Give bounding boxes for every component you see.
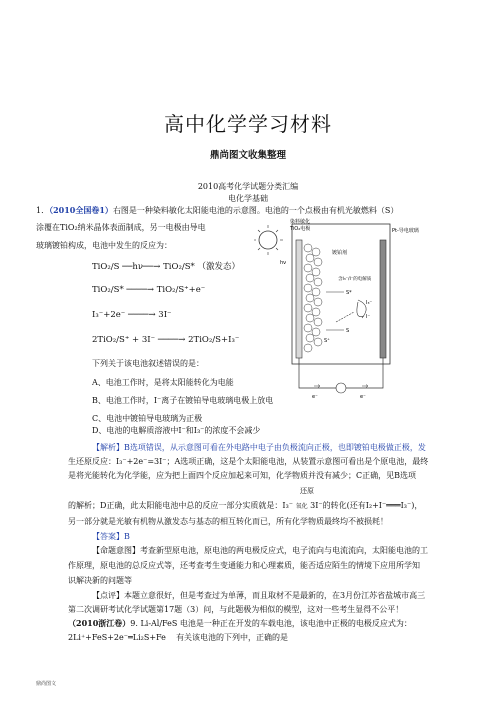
analysis-line-1: [92, 442, 426, 453]
option-c: C、电池中镀铂导电玻璃为正极: [92, 414, 203, 423]
sun-icon: [254, 225, 283, 255]
analysis-line-4: [68, 500, 422, 512]
comment-line-2: 第二次调研考试化学试题第17题（3）问，与此题极为相似的模型，这对一些考生显得不公平！: [68, 605, 404, 614]
tio2-electrode: [296, 240, 302, 358]
analysis-line-2: 生还原反应：I₃⁻+2e⁻=3I⁻；A选项正确，这是个太阳能电池，从装置示意图可看出是个原电池，最终: [68, 457, 429, 466]
question-prompt: 下列关于该电池叙述错误的是：: [92, 359, 204, 368]
reaction-equation-1: TiO₂/S ──hν──→ TiO₂/S* （激发态）: [92, 262, 240, 272]
question-9-equation: 2Li⁺+FeS+2e⁻═Li₂S+Fe: [68, 633, 166, 642]
solar-cell-diagram: [254, 218, 466, 408]
page-title: 高中化学学习材料: [164, 112, 332, 136]
option-a: A、电池工作时，是将太阳能转化为电能: [92, 378, 234, 387]
analysis-line-4b: 3I⁻的转化(还有I₂+I⁻═══I₃⁻)，: [310, 501, 423, 510]
hv-label: hν: [280, 260, 286, 266]
question-9-source-tag: （2010浙江卷）: [68, 618, 131, 628]
pt-glass-electrode: [380, 240, 386, 358]
analysis-line-3: 是将光能转化为化学能，应为把上面四个反应加起来可知，化学物质并没有减少；C正确，见B选项: [68, 471, 416, 480]
electron-label-left: e⁻: [312, 394, 318, 400]
question-1-line-1: [36, 205, 398, 216]
question-9-line-2: [68, 632, 288, 643]
question-9-text: 9. Li-Al/FeS 电池是一种正在开发的车载电池，该电池中正极的电极反应式为：: [130, 619, 412, 628]
option-b: B、电池工作时，I⁻离子在镀铂导电玻璃电极上放电: [92, 396, 274, 405]
question-number: 1．: [36, 206, 50, 215]
tio2-nanocrystals: [304, 244, 322, 352]
page-subtitle: 鼎尚图文收集整理: [209, 150, 286, 161]
comment-line-1: 【点评】本题立意很好，但是考查过为单薄，而且取材不是最新的，在3月份江苏省盐城市高三: [92, 591, 426, 600]
question-text: 右图是一种染料敏化太阳能电池的示意图。电池的一个点极由有机光敏燃料（S）: [112, 206, 399, 215]
question-1-line-2: 涂覆在TiO₂纳米晶体表面制成，另一电极由导电: [36, 223, 206, 232]
question-9-line-1: [68, 618, 412, 629]
left-electrode-label-2: TiO₂电极: [290, 226, 311, 232]
reaction-equation-3: I₃⁻+2e⁻ ────→ 3I⁻: [92, 310, 172, 320]
s-ground-label: S: [346, 328, 350, 334]
question-1-line-3: 玻璃镀铂构成，电池中发生的反应为：: [36, 241, 172, 250]
section-heading: 2010高考化学试题分类汇编: [197, 182, 299, 191]
reduction-label: 还原: [300, 487, 314, 495]
question-source-tag: （2010全国卷1）: [49, 205, 113, 215]
intent-line-3: 识解决新的问题等: [68, 576, 132, 585]
page-footer: 鼎尚图文: [36, 681, 57, 687]
s-plus-label: S⁺: [324, 338, 330, 344]
right-electrode-label: Pt-导电玻璃: [392, 228, 419, 234]
i-label: I⁻: [366, 314, 371, 320]
answer-line: 【答案】B: [92, 532, 130, 541]
analysis-line-4a: 的解析；D正确，此太阳能电池中总的反应一部分实质就是：I₃⁻: [68, 501, 294, 510]
analysis-text: 【解析】B选项错误，从示意图可看在外电路中电子由负极流向正极，也即镀铂电极做正极，发: [92, 443, 426, 452]
electron-label-right: e⁻: [360, 394, 366, 400]
question-9-tail: 有关该电池的下列中，正确的是: [176, 633, 289, 642]
electrolyte-label: 含I₃⁻/I⁻的电解质: [338, 277, 372, 282]
dye-label: 镀铂剂: [332, 250, 348, 256]
analysis-line-5: 另一部分就是光敏有机物从激发态与基态的相互转化而已，所有化学物质最终均不被损耗！: [68, 517, 388, 526]
intent-line-1: 【命题意图】考查新型原电池，原电池的两电极反应式，电子流向与电流流向，太阳能电池的工: [92, 546, 428, 555]
left-electrode-label: 染料敏化: [290, 219, 311, 225]
option-d: D、电池的电解质溶液中I⁻和I₃⁻的浓度不会减少: [92, 426, 261, 435]
reaction-equation-4: 2TiO₂/S⁺ + 3I⁻ ────→ 2TiO₂/S+I₃⁻: [92, 335, 240, 345]
i3-label: I₃⁻: [366, 300, 373, 306]
s-excited-label: S*: [346, 290, 352, 296]
oxidation-label: 氧化: [295, 503, 308, 510]
load-icon: [336, 383, 346, 393]
reaction-equation-2: TiO₂/S* ────→ TiO₂/S⁺+e⁻: [92, 285, 206, 295]
intent-line-2: 作原理，原电池的总反应式等，还考查考生变通能力和心理素质，能否适应陌生的情境下应用所学知: [68, 561, 420, 570]
section-subheading: 电化学基础: [228, 194, 268, 203]
